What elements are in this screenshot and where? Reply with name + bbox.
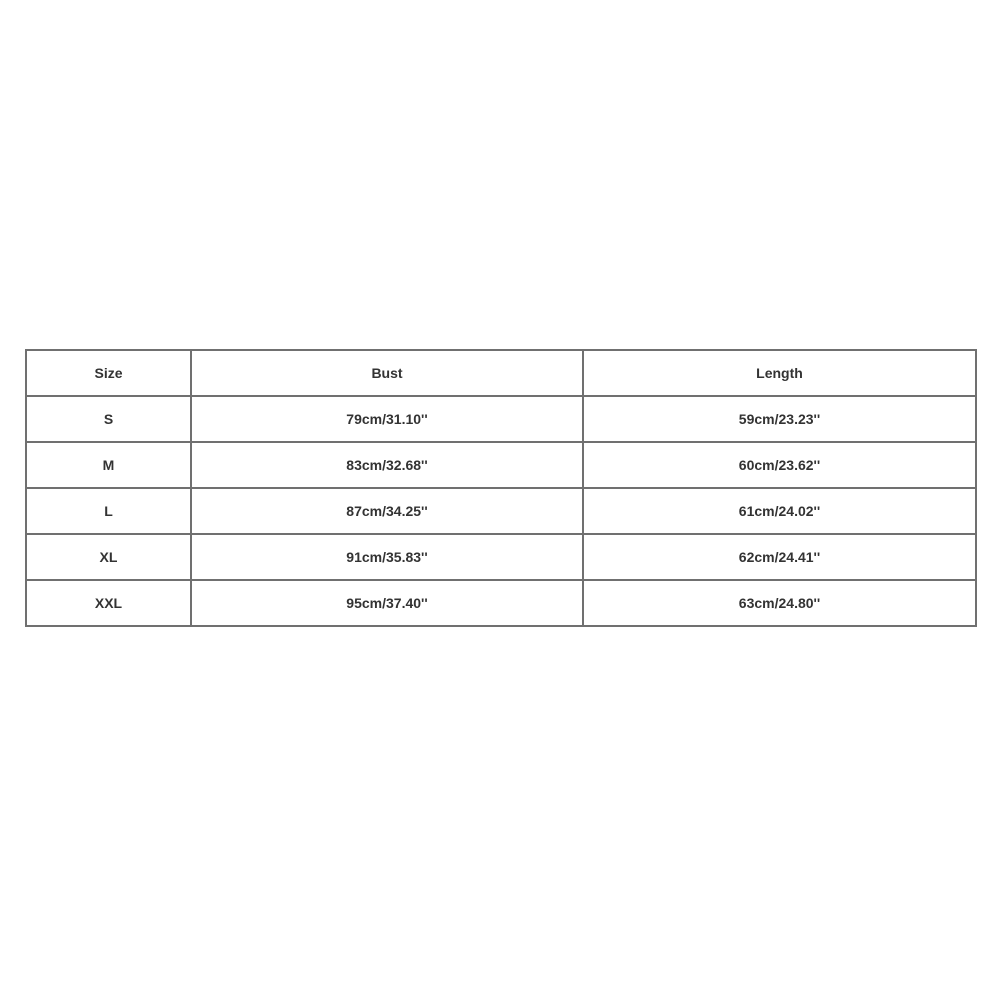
length-cell: 63cm/24.80'' bbox=[583, 580, 976, 626]
bust-cell: 91cm/35.83'' bbox=[191, 534, 583, 580]
table-row bbox=[26, 534, 976, 580]
header-size: Size bbox=[26, 350, 191, 396]
table-row bbox=[26, 580, 976, 626]
table-row bbox=[26, 396, 976, 442]
table-row bbox=[26, 488, 976, 534]
size-cell: L bbox=[26, 488, 191, 534]
length-cell: 59cm/23.23'' bbox=[583, 396, 976, 442]
bust-cell: 83cm/32.68'' bbox=[191, 442, 583, 488]
size-cell: M bbox=[26, 442, 191, 488]
size-cell: XL bbox=[26, 534, 191, 580]
bust-cell: 79cm/31.10'' bbox=[191, 396, 583, 442]
size-cell: XXL bbox=[26, 580, 191, 626]
size-chart-table bbox=[25, 349, 977, 627]
header-length: Length bbox=[583, 350, 976, 396]
bust-cell: 87cm/34.25'' bbox=[191, 488, 583, 534]
length-cell: 62cm/24.41'' bbox=[583, 534, 976, 580]
header-bust: Bust bbox=[191, 350, 583, 396]
length-cell: 60cm/23.62'' bbox=[583, 442, 976, 488]
table-header-row bbox=[26, 350, 976, 396]
bust-cell: 95cm/37.40'' bbox=[191, 580, 583, 626]
table-row bbox=[26, 442, 976, 488]
length-cell: 61cm/24.02'' bbox=[583, 488, 976, 534]
size-cell: S bbox=[26, 396, 191, 442]
